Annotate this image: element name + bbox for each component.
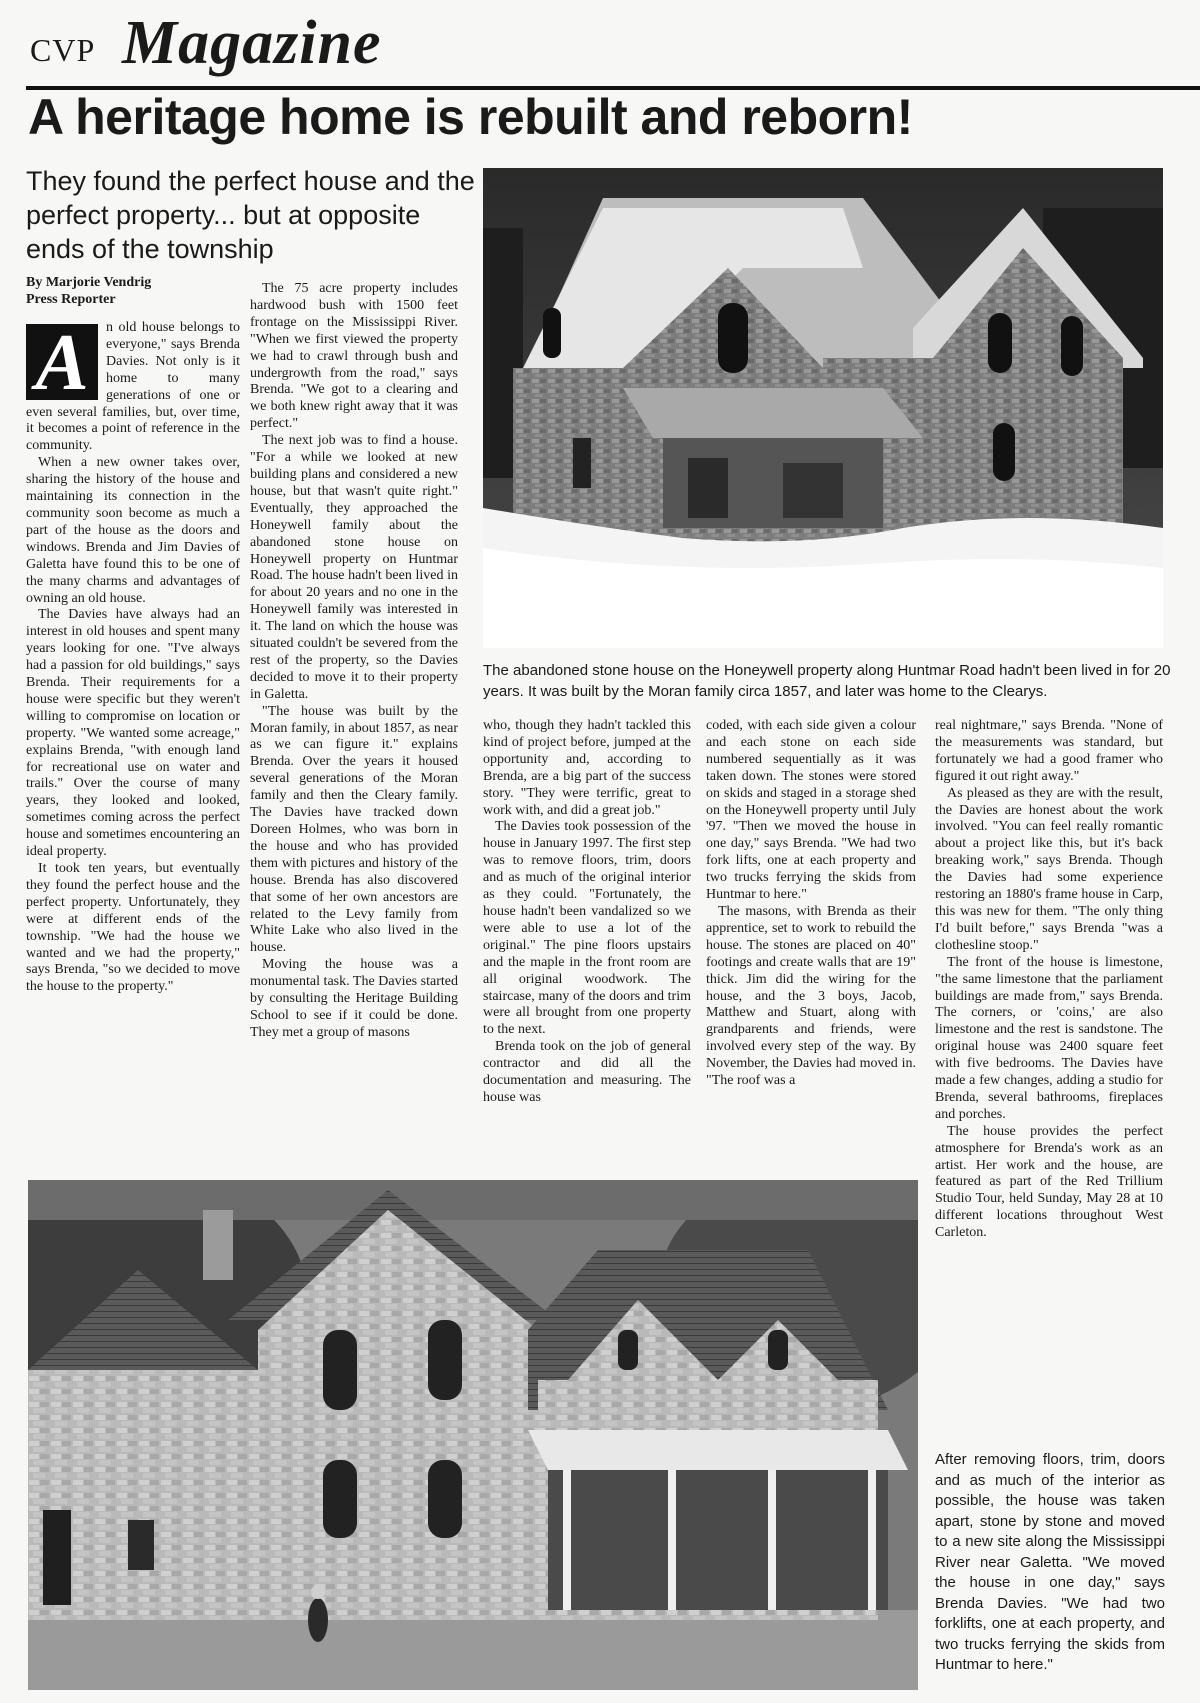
paragraph: coded, with each side given a colour and each stone on each side numbered sequentially as it was taken down. The stones were stored on skids and staged in a storage shed on the Honeywell property until July '97. "Then we moved the house in one day," says Brenda. "We had two fork lifts, one at each property and two trucks ferrying the skids from Huntmar to here." (706, 718, 916, 903)
paragraph: It took ten years, but eventually they found the perfect house and the perfect property. Unfortunately, they were at different ends of the township. "We had the house we wanted and we had the property," says Brenda, "so we decided to move the house to the property." (26, 861, 240, 995)
drop-cap: A (26, 324, 98, 400)
paragraph: The Davies have always had an interest in old houses and spent many years looking for one. "I've always had a passion for old buildings," says Brenda. Their requirements for a house were specific but they weren't willing to compromise on location or property. "We wanted some acreage," explains Brenda, "with enough land for recreational use on water and trails." Over the course of many years, they looked and looked, sometimes coming across the perfect house and sometimes encountering an ideal property. (26, 607, 240, 860)
photo-caption-2: After removing floors, trim, doors and as much of the interior as possible, the house was taken apart, stone by stone and moved to a new site along the Mississippi River near Galetta. "We moved the house in one day," says Brenda Davies. "We had two forklifts, one at each property, and two trucks ferrying the skids from Huntmar to here." (935, 1451, 1165, 1673)
photo-rebuilt-stone-house (28, 1180, 918, 1690)
article-column-4 (706, 718, 916, 1090)
masthead-prefix: CVP (30, 32, 96, 68)
paragraph: The next job was to find a house. "For a while we looked at new building plans and considered a new house, but that wasn't quite right." Eventually, they approached the Honeywell family about the abandoned stone house on Honeywell property on Huntmar Road. The house hadn't been lived in for about 20 years and no one in the Honeywell family was interested in it. The land on which the house was situated couldn't be severed from the rest of the property, so the Davies decided to move it to their property in Galetta. (250, 433, 458, 702)
byline-author: By Marjorie Vendrig (26, 275, 152, 290)
paragraph: n old house belongs to everyone," says Brenda Davies. Not only is it home to many generations of one or even several families, but, over time, it becomes a point of reference in the community. (26, 320, 240, 454)
paragraph: The house provides the perfect atmosphere for Brenda's work as an artist. Her work and the house, are featured as part of the Red Trillium Studio Tour, held Sunday, May 28 at 10 different locations throughout West Carleton. (935, 1123, 1163, 1241)
paragraph: As pleased as they are with the result, the Davies are honest about the work involved. "You can feel really romantic about a project like this, but it's back breaking work," says Brenda. Though the Davies had some experience restoring an 1880's frame house in Carp, this was new for them. "The only thing I'd built before," says Brenda "was a clothesline stoop." (935, 785, 1163, 953)
paragraph: The 75 acre property includes hardwood bush with 1500 feet frontage on the Mississippi River. "When we first viewed the property we had to crawl through bush and undergrowth from the road," says Brenda. "We got to a clearing and we both knew right away that it was perfect." (250, 281, 458, 432)
photo-abandoned-stone-house (483, 168, 1163, 648)
byline (26, 274, 251, 308)
paragraph: Brenda took on the job of general contractor and did all the documentation and measuring. The house was (483, 1039, 691, 1105)
headline: A heritage home is rebuilt and reborn! (28, 89, 913, 145)
paragraph: "The house was built by the Moran family, in about 1857, as near as we can figure it." explains Brenda. Over the years it housed several generations of the Moran family and then the Cleary family. The Davies have tracked down Doreen Holmes, who was born in the house and who has provided them with pictures and history of the house. Brenda has also discovered that some of her own ancestors are related to the Levy family from White Lake who also lived in the house. (250, 703, 458, 956)
masthead (26, 9, 1106, 77)
article-column-2 (250, 281, 458, 1042)
deck-subheadline: They found the perfect house and the perfect property... but at opposite ends of the township (26, 166, 475, 264)
paragraph: Moving the house was a monumental task. The Davies started by consulting the Heritage Building School to see if it could be done. They met a group of masons (250, 957, 458, 1040)
article-column-1 (26, 320, 240, 996)
paragraph: When a new owner takes over, sharing the history of the house and maintaining its connection in the community soon become as much a part of the house as the doors and windows. Brenda and Jim Davies of Galetta have found this to be one of the many charms and advantages of owning an old house. (26, 455, 240, 606)
article-column-3 (483, 718, 691, 1107)
paragraph: real nightmare," says Brenda. "None of the measurements was standard, but fortunately we had a good framer who figured it out right away." (935, 718, 1163, 784)
photo-caption-1: The abandoned stone house on the Honeywell property along Huntmar Road hadn't been lived in for 20 years. It was built by the Moran family circa 1857, and later was home to the Clearys. (483, 662, 1171, 700)
byline-role: Press Reporter (26, 292, 116, 307)
masthead-title: Magazine (122, 9, 382, 77)
paragraph: The front of the house is limestone, "the same limestone that the parliament buildings are made from," says Brenda. The corners, or 'coins,' are also limestone and the rest is sandstone. The original house was 2400 square feet with five bedrooms. The Davies have made a few changes, adding a studio for Brenda, several bathrooms, fireplaces and porches. (935, 954, 1163, 1122)
paragraph: The Davies took possession of the house in January 1997. The first step was to remove floors, trim, doors and as much of the original interior as they could. "Fortunately, the house hadn't been vandalized so we were able to use a lot of the original." The pine floors upstairs and the maple in the front room are all original woodwork. The staircase, many of the doors and trim were all brought from one property to the next. (483, 819, 691, 1038)
paragraph: The masons, with Brenda as their apprentice, set to work to rebuild the house. The stones are placed on 40" footings and create walls that are 19" thick. Jim did the wiring for the house, and the 3 boys, Jacob, Matthew and Stuart, along with grandparents and friends, were involved every step of the way. By November, the Davies had moved in. "The roof was a (706, 903, 916, 1089)
article-column-5 (935, 718, 1163, 1242)
paragraph: who, though they hadn't tackled this kind of project before, jumped at the opportunity and, according to Brenda, are a big part of the success story. "They were terrific, great to work with, and did a great job." (483, 718, 691, 818)
